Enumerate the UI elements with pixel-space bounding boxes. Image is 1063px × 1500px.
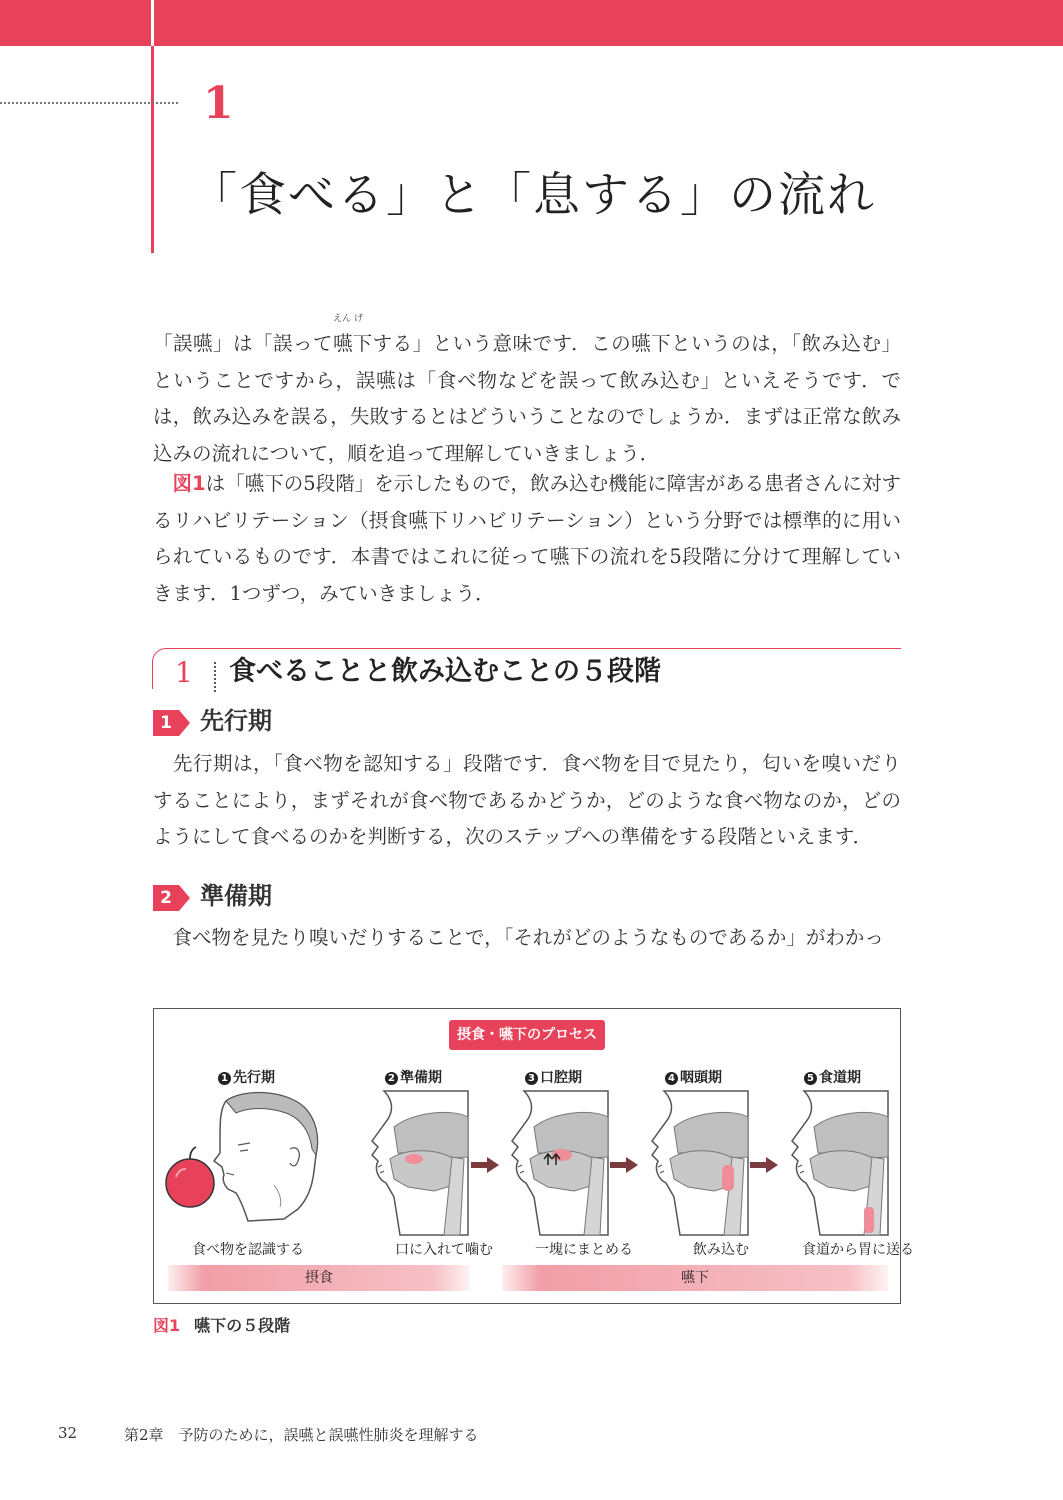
stage-number: 3 xyxy=(525,1072,538,1085)
ruby-reading: えん げ xyxy=(333,314,363,324)
stage-label xyxy=(218,1067,275,1087)
page-number: 32 xyxy=(58,1424,78,1442)
top-band-notch xyxy=(151,0,154,46)
stage-name: 口腔期 xyxy=(540,1070,582,1086)
stage-label xyxy=(385,1067,442,1087)
figure-title: 摂食・嚥下のプロセス xyxy=(449,1020,605,1050)
flow-arrow-icon xyxy=(750,1157,778,1173)
stage-name: 先行期 xyxy=(233,1070,275,1086)
subsection-1-text xyxy=(153,746,901,856)
subsection-tag: 2 xyxy=(153,885,179,911)
stage-name: 咽頭期 xyxy=(680,1070,722,1086)
ruby-base: 嚥下 xyxy=(333,332,373,355)
stage-number: 4 xyxy=(665,1072,678,1085)
subsection-title: 準備期 xyxy=(200,882,272,910)
intro-paragraph-1 xyxy=(153,314,901,472)
intro-text-b: する」という意味です．この嚥下というのは，「飲み込む」ということですから，誤嚥は「食べ物などを誤って飲み込む」といえそうです．では，飲み込みを誤る，失敗するとはどういうことなのでしょうか．まずは正常な飲み込みの流れについて，順を追って理解していきましょう． xyxy=(153,332,901,465)
ruby-word xyxy=(333,314,373,363)
stage-label xyxy=(804,1067,861,1087)
stage-label xyxy=(525,1067,582,1087)
section-rule xyxy=(165,648,901,649)
dotted-leader xyxy=(0,102,178,104)
stage-number: 2 xyxy=(385,1072,398,1085)
section-title: 食べることと飲み込むことの５段階 xyxy=(229,656,661,687)
top-color-band xyxy=(0,0,1063,46)
chapter-number: 1 xyxy=(203,78,234,129)
tag-arrow-icon xyxy=(179,710,190,736)
section-number: 1 xyxy=(175,656,193,689)
stage-number: 5 xyxy=(804,1072,817,1085)
head-section-pharynx-illustration xyxy=(644,1087,764,1237)
intro-text-a: 「誤嚥」は「誤って xyxy=(153,332,334,355)
head-section-chewing-illustration xyxy=(364,1087,484,1237)
stage-name: 食道期 xyxy=(819,1070,861,1086)
subsection-2-body: 食べ物を見たり嗅いだりすることで，「それがどのようなものであるか」がわかっ xyxy=(172,926,884,949)
stage-number: 1 xyxy=(218,1072,231,1085)
stage-caption: 食道から胃に送る xyxy=(802,1242,914,1258)
running-footer: 第2章 予防のために，誤嚥と誤嚥性肺炎を理解する xyxy=(124,1426,479,1444)
head-section-bolus-illustration xyxy=(504,1087,624,1237)
stage-label xyxy=(665,1067,722,1087)
flow-arrow-icon xyxy=(610,1157,638,1173)
chapter-vertical-rule xyxy=(151,46,154,253)
section-divider xyxy=(214,662,216,692)
figure-caption-number: 図1 xyxy=(153,1316,181,1335)
flow-arrow-icon xyxy=(471,1157,499,1173)
figure-box xyxy=(153,1008,914,1304)
stage-caption: 食べ物を認識する xyxy=(192,1242,304,1258)
phase-bar-swallowing: 嚥下 xyxy=(502,1265,888,1291)
subsection-1-body: 先行期は，「食べ物を認知する」段階です．食べ物を目で見たり，匂いを嗅いだりすることにより，まずそれが食べ物であるかどうか，どのような食べ物なのか，どのようにして食べるのかを判断する，次のステップへの準備をする段階といえます． xyxy=(153,752,901,848)
figure-caption-text: 嚥下の５段階 xyxy=(194,1316,291,1335)
stage-name: 準備期 xyxy=(400,1070,442,1086)
intro-paragraph-2 xyxy=(153,466,901,612)
section-bracket xyxy=(152,648,167,689)
head-section-esophagus-illustration xyxy=(784,1087,904,1237)
subsection-2-text xyxy=(153,920,901,957)
person-apple-illustration xyxy=(164,1089,334,1229)
figure-caption xyxy=(153,1313,290,1336)
subsection-title: 先行期 xyxy=(200,707,272,735)
chapter-title: 「食べる」と「息する」の流れ xyxy=(190,168,876,223)
figure-reference[interactable]: 図1 xyxy=(172,472,206,495)
stage-caption: 飲み込む xyxy=(693,1242,749,1258)
stage-caption: 一塊にまとめる xyxy=(535,1242,633,1258)
subsection-tag: 1 xyxy=(153,710,179,736)
intro-text-c: は「嚥下の5段階」を示したもので，飲み込む機能に障害がある患者さんに対するリハビリテーション（摂食嚥下リハビリテーション）という分野では標準的に用いられているものです．本書ではこれに従って嚥下の流れを5段階に分けて理解していきます．1つずつ，みていきましょう． xyxy=(153,472,901,605)
stage-caption: 口に入れて噛む xyxy=(395,1242,493,1258)
phase-bar-ingestion: 摂食 xyxy=(168,1265,470,1291)
tag-arrow-icon xyxy=(179,885,190,911)
